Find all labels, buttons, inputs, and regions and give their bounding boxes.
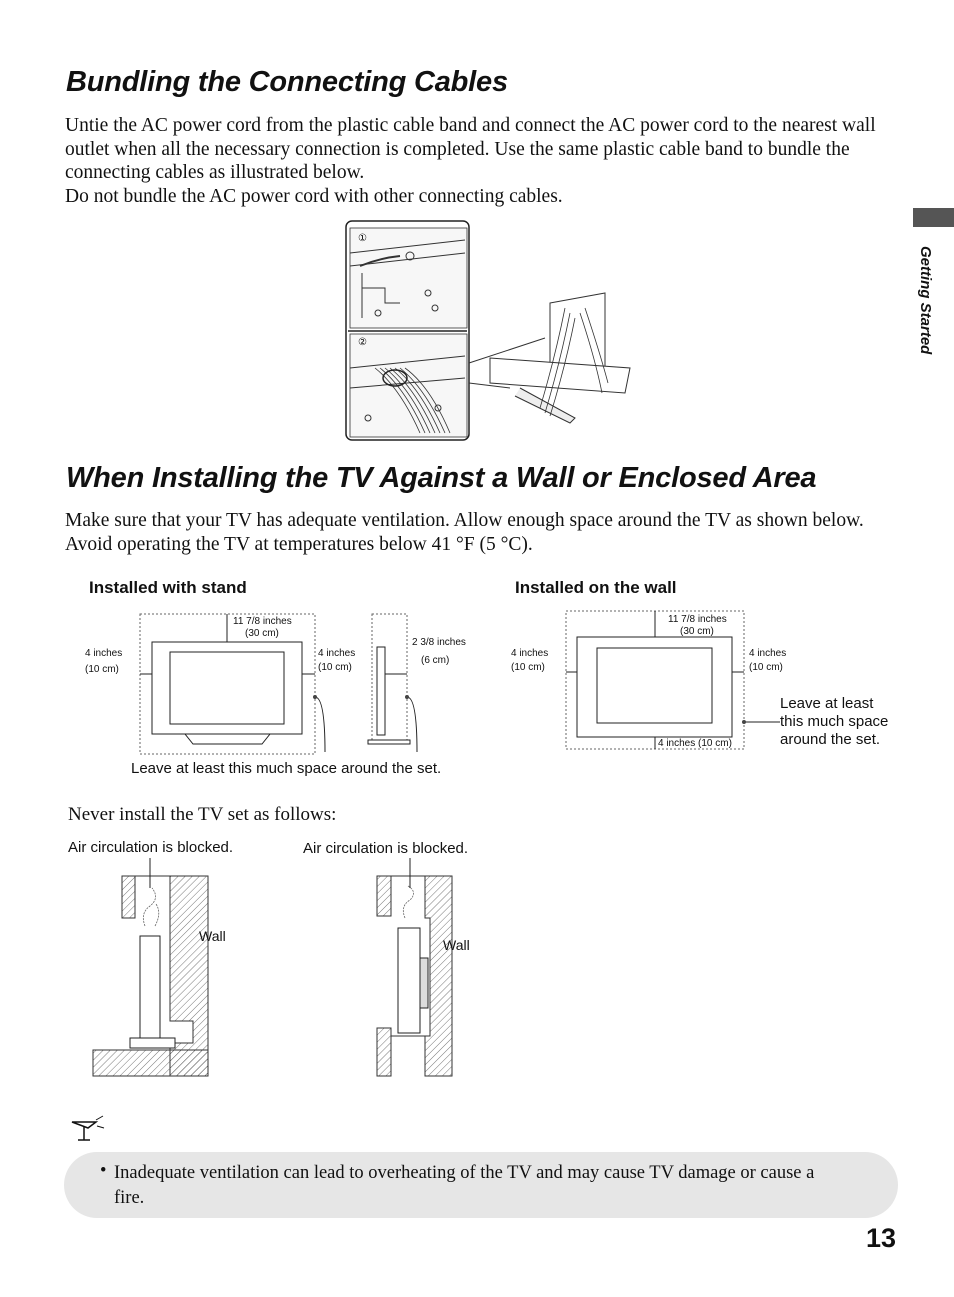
wall-caption-line-3: around the set. [780, 731, 881, 748]
step-2-marker: ② [358, 337, 367, 348]
stand-heading: Installed with stand [89, 578, 247, 597]
ventilation-paragraph: Make sure that your TV has adequate ventilation. Allow enough space around the TV as shown below. Avoid operating the TV at temperatures below 41 °F (5 °C). [65, 510, 864, 555]
lamp-icon [70, 1116, 106, 1144]
wall-top-clearance-metric: (30 cm) [680, 626, 714, 637]
wall-top-clearance: 11 7/8 inches [668, 614, 727, 625]
wall-label-right: Wall [443, 937, 470, 953]
stand-left-clearance: 4 inches [85, 648, 123, 659]
stand-rear-clearance-metric: (6 cm) [421, 655, 450, 666]
stand-right-clearance: 4 inches [318, 648, 356, 659]
wall-caption-line-1: Leave at least [780, 695, 874, 712]
section-title-bundling: Bundling the Connecting Cables [66, 66, 508, 98]
stand-left-clearance-metric: (10 cm) [85, 664, 119, 675]
wall-right-clearance: 4 inches [749, 648, 787, 659]
wall-left-clearance-metric: (10 cm) [511, 662, 545, 673]
note-text: Inadequate ventilation can lead to overheating of the TV and may cause TV damage or cause a fire. [114, 1163, 815, 1208]
section-tab-marker [913, 208, 954, 227]
wall-caption-line-2: this much space [780, 713, 889, 730]
stand-rear-clearance: 2 3/8 inches [412, 637, 466, 648]
wall-left-clearance: 4 inches [511, 648, 549, 659]
stand-clearance-diagram [130, 612, 430, 762]
bundling-instructions [65, 114, 905, 208]
blocked-alcove-diagram [90, 858, 220, 1080]
page-number: 13 [866, 1223, 897, 1253]
blocked-caption-right: Air circulation is blocked. [303, 840, 469, 857]
never-install-heading: Never install the TV set as follows: [68, 804, 337, 825]
stand-top-clearance-metric: (30 cm) [245, 628, 279, 639]
section-title-wall: When Installing the TV Against a Wall or Enclosed Area [66, 462, 817, 494]
wall-heading: Installed on the wall [515, 578, 677, 597]
wall-bottom-clearance: 4 inches (10 cm) [658, 738, 732, 749]
bundling-paragraph: Untie the AC power cord from the plastic cable band and connect the AC power cord to the nearest wall outlet when all the necessary connection is completed. Use the same plastic cable band to bundle the connecting cables as illustrated below. [65, 115, 876, 183]
cable-bundling-illustration [340, 218, 640, 443]
blocked-wall-mount-diagram [370, 858, 460, 1080]
blocked-caption-left: Air circulation is blocked. [68, 839, 234, 856]
stand-right-clearance-metric: (10 cm) [318, 662, 352, 673]
step-1-marker: ① [358, 233, 367, 244]
stand-top-clearance: 11 7/8 inches [233, 616, 292, 627]
note-bullet: • [100, 1161, 107, 1181]
stand-caption: Leave at least this much space around the set. [131, 760, 442, 777]
wall-label-left: Wall [199, 928, 226, 944]
wall-right-clearance-metric: (10 cm) [749, 662, 783, 673]
bundling-warning: Do not bundle the AC power cord with other connecting cables. [65, 185, 563, 207]
side-tab-label: Getting Started [917, 246, 934, 355]
wall-caption [780, 695, 888, 749]
